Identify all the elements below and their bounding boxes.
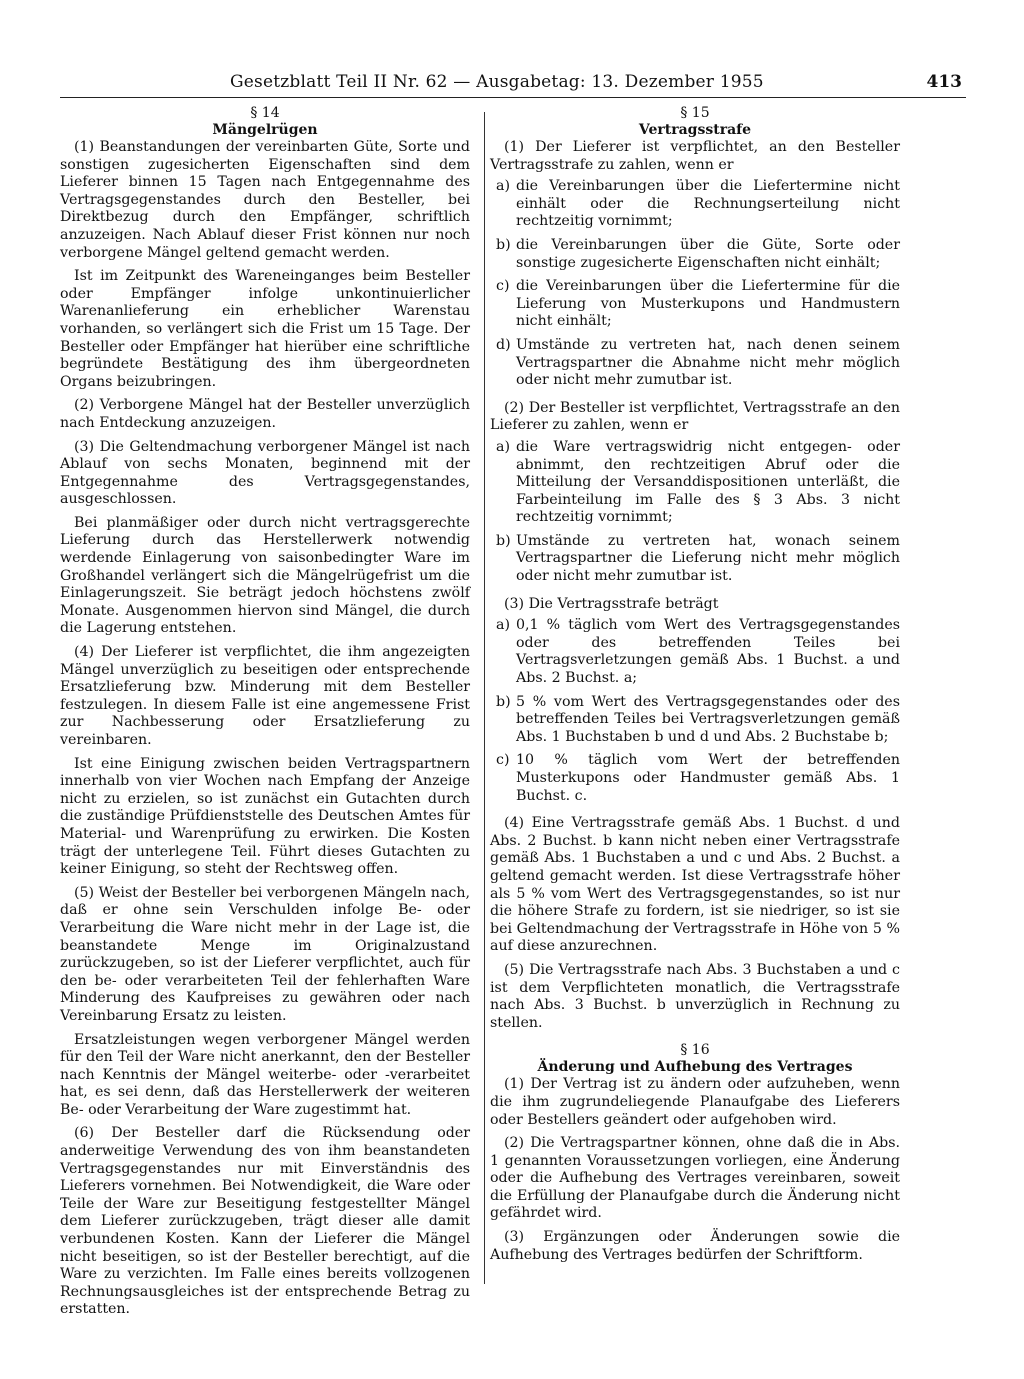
paragraph: (2) Die Vertragspartner können, ohne daß die in Abs. 1 genannten Voraussetzungen vorliegen, eine Änderung oder die Aufhebung des Vertrages vereinbaren, soweit die Erfüllung der Planaufgabe durch die Änderung nicht gefährdet wird.: [490, 1135, 900, 1222]
paragraph: Ist im Zeitpunkt des Wareneinganges beim Besteller oder Empfänger infolge unkontinuierlicher Warenanlieferung ein erheblicher Warenstau vorhanden, so verlängert sich die Frist um 15 Tage. Der Besteller oder Empfänger hat hierüber eine schriftliche begründete Bestätigung des ihm übergeordneten Organs beizubringen.: [60, 268, 470, 390]
paragraph: (2) Verborgene Mängel hat der Besteller unverzüglich nach Entdeckung anzuzeigen.: [60, 397, 470, 431]
section-14-title: Mängelrügen: [212, 122, 318, 138]
section-15-title: Vertragsstrafe: [638, 122, 752, 138]
item-label: d): [496, 336, 511, 353]
list-item: [490, 533, 900, 586]
item-label: a): [496, 438, 510, 455]
paragraph: Bei planmäßiger oder durch nicht vertragsgerechte Lieferung durch das Herstellerwerk notwendig werdende Einlagerung von saisonbedingter Ware im Großhandel verlängert sich die Mängelrügefrist um die Einlagerungszeit. Sie beträgt jedoch höchstens zwölf Monate. Ausgenommen hiervon sind Mängel, die durch die Lagerung entstehen.: [60, 514, 470, 637]
item-text: 0,1 % täglich vom Wert des Vertragsgegenstandes oder des betreffenden Teiles bei Vertragsverletzungen gemäß Abs. 1 Buchst. a und Abs. 2 Buchst. a;: [516, 617, 900, 687]
paragraph: (4) Der Lieferer ist verpflichtet, die ihm angezeigten Mängel unverzüglich zu beseitigen oder entsprechende Ersatzlieferung bzw. Minderung mit dem Besteller festzulegen. In diesem Falle ist eine angemessene Frist zur Nachbesserung oder Ersatzlieferung zu vereinbaren.: [60, 644, 470, 748]
list-item: [490, 237, 900, 272]
paragraph-lead: (1) Der Lieferer ist verpflichtet, an den Besteller Vertragsstrafe zu zahlen, wenn er: [490, 139, 900, 173]
item-text: die Vereinbarungen über die Güte, Sorte oder sonstige zugesicherte Eigenschaften nicht einhält;: [516, 236, 900, 271]
item-label: c): [496, 752, 510, 769]
column-divider: [484, 112, 485, 1284]
list-item: [490, 439, 900, 527]
section-16-number: § 16: [680, 1042, 710, 1059]
paragraph: (6) Der Besteller darf die Rücksendung oder anderweitige Verwendung des von ihm beanstandeten Vertragsgegenstandes nur mit Einverständnis des Lieferers vornehmen. Bei Notwendigkeit, die Ware oder Teile der Ware zur Beseitigung festgestellter Mängel dem Lieferer zurückzugeben, trägt dieser alle damit verbundenen Kosten. Kann der Lieferer die Mängel nicht beseitigen, so ist der Besteller berechtigt, auf die Ware zu verzichten. Im Falle eines bereits vollzogenen Rechnungsausgleiches ist der entsprechende Betrag zu erstatten.: [60, 1125, 470, 1318]
paragraph: (1) Beanstandungen der vereinbarten Güte, Sorte und sonstigen zugesicherten Eigenschaften sind dem Lieferer binnen 15 Tagen nach Entgegennahme des Vertragsgegenstandes durch den Besteller, bei Direktbezug durch den Empfänger, schriftlich anzuzeigen. Nach Ablauf dieser Frist können nur noch verborgene Mängel geltend gemacht werden.: [60, 139, 470, 261]
list-item: [490, 178, 900, 231]
list-item: [490, 278, 900, 331]
paragraph: (5) Weist der Besteller bei verborgenen Mängeln nach, daß er ohne sein Verschulden infolge Be- oder Verarbeitung die Ware nicht mehr in der Lage ist, die beanstandete Menge im Originalzustand zurückzugeben, so ist der Lieferer verpflichtet, auch für den be- oder verarbeiteten Teil der fehlerhaften Ware Minderung des Kaufpreises zu gewähren oder nach Vereinbarung Ersatz zu leisten.: [60, 884, 470, 1024]
item-text: die Vereinbarungen über die Liefertermine nicht einhält oder die Rechnungserteilung nicht rechtzeitig vornimmt;: [516, 178, 900, 230]
list-item: [490, 694, 900, 747]
paragraph: Ist eine Einigung zwischen beiden Vertragspartnern innerhalb von vier Wochen nach Empfang der Anzeige nicht zu erzielen, so ist zunächst ein Gutachten durch die zuständige Prüfdienststelle des Deutschen Amtes für Material- und Warenprüfung zu erwirken. Die Kosten trägt der unterlegene Teil. Führt dieses Gutachten zu keiner Einigung, so steht der Rechtsweg offen.: [60, 755, 470, 878]
item-text: 10 % täglich vom Wert der betreffenden Musterkupons oder Handmuster gemäß Abs. 1 Buchst. c.: [516, 752, 900, 804]
item-text: 5 % vom Wert des Vertragsgegenstandes oder des betreffenden Teiles bei Vertragsverletzungen gemäß Abs. 1 Buchstaben b und d und Abs. 2 Buchstabe b;: [516, 693, 900, 745]
paragraph: (3) Die Geltendmachung verborgener Mängel ist nach Ablauf von sechs Monaten, beginnend mit der Entgegennahme des Vertragsgegenstandes, ausgeschlossen.: [60, 438, 470, 508]
page-number: 413: [926, 72, 962, 92]
paragraph: (3) Ergänzungen oder Änderungen sowie die Aufhebung des Vertrages bedürfen der Schriftform.: [490, 1229, 900, 1263]
paragraph-lead: (3) Die Vertragsstrafe beträgt: [504, 595, 719, 612]
page-header: [60, 72, 968, 96]
paragraph-lead: (2) Der Besteller ist verpflichtet, Vertragsstrafe an den Lieferer zu zahlen, wenn er: [490, 399, 900, 434]
item-label: b): [496, 693, 511, 710]
item-text: Umstände zu vertreten hat, nach denen seinem Vertragspartner die Abnahme nicht mehr möglich oder nicht mehr zumutbar ist.: [516, 336, 900, 389]
section-15-number: § 15: [680, 105, 710, 121]
section-16-title: Änderung und Aufhebung des Vertrages: [537, 1059, 853, 1076]
item-label: c): [496, 278, 510, 295]
item-label: b): [496, 236, 511, 253]
section-14-number: § 14: [250, 105, 280, 121]
paragraph: Ersatzleistungen wegen verborgener Mängel werden für den Teil der Ware nicht anerkannt, den der Besteller nach Kenntnis der Mängel weiterbe- oder -verarbeitet hat, es sei denn, daß das Herstellerwerk der weiteren Be- oder Verarbeitung der Ware zugestimmt hat.: [60, 1031, 470, 1118]
item-label: a): [496, 178, 510, 195]
item-text: Umstände zu vertreten hat, wonach seinem Vertragspartner die Lieferung nicht mehr möglich oder nicht mehr zumutbar ist.: [516, 532, 900, 585]
left-column: [60, 105, 470, 1325]
list-item: [490, 337, 900, 390]
gazette-title: Gesetzblatt Teil II Nr. 62 — Ausgabetag: 13. Dezember 1955: [230, 72, 764, 92]
paragraph: (1) Der Vertrag ist zu ändern oder aufzuheben, wenn die ihm zugrundeliegende Planaufgabe des Lieferers oder Bestellers geändert oder aufgehoben wird.: [490, 1076, 900, 1128]
paragraph: (4) Eine Vertragsstrafe gemäß Abs. 1 Buchst. d und Abs. 2 Buchst. b kann nicht neben einer Vertragsstrafe gemäß Abs. 1 Buchstaben a und c und Abs. 2 Buchst. a geltend gemacht werden. Ist diese Vertragsstrafe höher als 5 % vom Wert des Vertragsgegenstandes, so ist nur die höhere Strafe zu fordern, ist sie niedriger, so ist sie bei Geltendmachung der Vertragsstrafe in Höhe von 5 % auf diese anzurechnen.: [490, 815, 900, 955]
paragraph: (5) Die Vertragsstrafe nach Abs. 3 Buchstaben a und c ist dem Verpflichteten monatlich, die Vertragsstrafe nach Abs. 3 Buchst. b unverzüglich in Rechnung zu stellen.: [490, 961, 900, 1031]
item-label: b): [496, 532, 511, 549]
header-rule: [60, 97, 966, 98]
right-column: [490, 105, 900, 1270]
item-label: a): [496, 617, 510, 634]
item-text: die Vereinbarungen über die Liefertermine für die Lieferung von Musterkupons und Handmustern nicht einhält;: [516, 278, 900, 330]
list-item: [490, 617, 900, 687]
item-text: die Ware vertragswidrig nicht entgegen- oder abnimmt, den rechtzeitigen Abruf oder die Mitteilung der Versanddispositionen unterläßt, die Farbeinteilung im Falle des § 3 Abs. 3 nicht rechtzeitig vornimmt;: [516, 438, 900, 526]
list-item: [490, 752, 900, 805]
